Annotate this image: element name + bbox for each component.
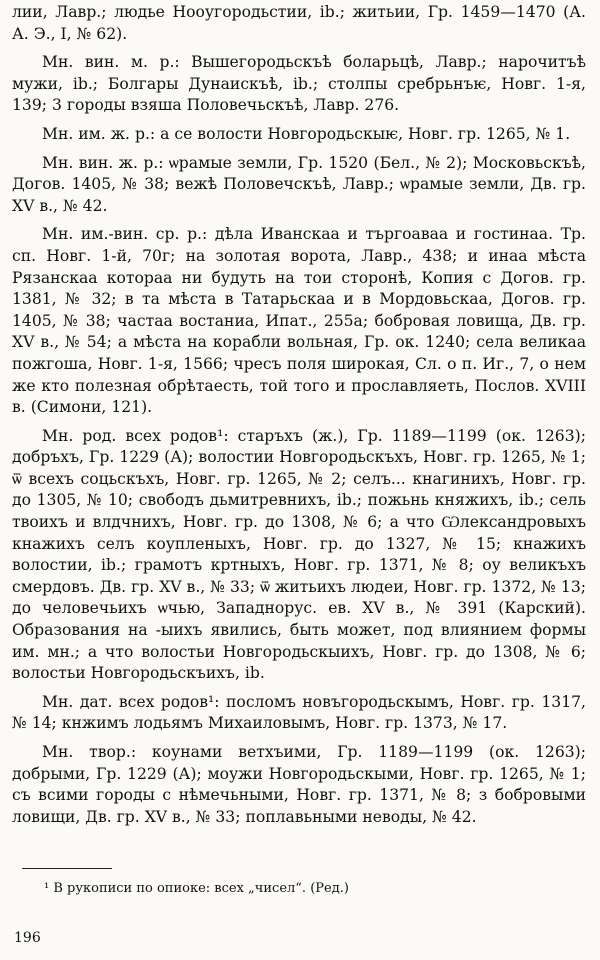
acc-masc-plural-paragraph: Мн. вин. м. р.: Вышегородьскъѣ боларьцѣ, Лавр.; нарочитъѣ мужи, ib.; Болгары Дунаискъѣ, ib.; столпы сребрьнъѥ, Новг. 1-я, 139; 3 городы взяша Половечьскъѣ, Лавр. 276. xyxy=(12,53,586,115)
nom-fem-plural-paragraph: Мн. им. ж. р.: а се волости Новгородьскыѥ, Новг. гр. 1265, № 1. xyxy=(42,124,571,143)
acc-fem-plural-paragraph: Мн. вин. ж. р.: ѡрамые земли, Гр. 1520 (Бел., № 2); Московьскъѣ, Догов. 1405, № 38; вежѣ Половечскъѣ, Лавр.; ѡрамые земли, Дв. гр. XV в., № 42. xyxy=(12,153,586,215)
gen-all-genders-paragraph: Мн. род. всех родов¹: старъхъ (ж.), Гр. 1189—1199 (ок. 1263); добръхъ, Гр. 1229 (А); волостии Новгородьскъхъ, Новг. гр. 1265, № 1; ѿ всехъ соцьскъхъ, Новг. гр. 1265, № 2; селъ... кнагинихъ, Новг. гр. до 1305, № 10; свободъ дьмитревнихъ, ib.; пожьнь княжихъ, ib.; сель твоихъ и влдчнихъ, Новг. гр. до 1308, № 6; а что Ѡлександровыхъ кнажихъ селъ коупленыхъ, Новг. гр. до 1327, № 15; кнажихъ волостии, ib.; грамотъ кртныхъ, Новг. гр. 1371, № 8; оу великъхъ смердовъ. Дв. гр. XV в., № 33; ѿ житьихъ людеи, Новг. гр. 1372, № 13; до человечьихъ ѡчью, Западнорус. ев. XV в., № 391 (Карский). Образования на -ыихъ явились, быть может, под влиянием формы им. мн.; а что волостьи Новгородьскыихъ, Новг. гр. до 1308, № 6; волостьи Новгородьскъихъ, ib. xyxy=(12,426,586,683)
continuation-paragraph: лии, Лавр.; людье Нооугородьстии, ib.; житьии, Гр. 1459—1470 (А. А. Э., I, № 62). xyxy=(12,3,586,43)
nom-acc-neut-plural-paragraph: Мн. им.-вин. ср. р.: дѣла Иванскаа и търгоаваа и гостинаа. Тр. сп. Новг. 1-й, 70г; на золотая ворота, Лавр., 438; и инаа мѣста Рязанскаа котораа ни будуть на тои сторонѣ, Копия с Догов. гр. 1381, № 32; в та мѣста в Татарьскаа и в Мордовьскаа, Догов. гр. 1405, № 38; частаа востаниа, Ипат., 255а; бобровая ловища, Дв. гр. XV в., № 54; а мѣста на корабли вольная, Гр. ок. 1240; села великаа пожгоша, Новг. 1-я, 1566; чресъ поля широкая, Сл. о п. Иг., 7, о нем же кто полезная обрѣтаесть, той того и прославляеть, Послов. XVIII в. (Симони, 121). xyxy=(12,225,586,417)
dat-all-genders-paragraph: Мн. дат. всех родов¹: посломъ новъгородьскымъ, Новг. гр. 1317, № 14; кнжимъ лодьямъ Михаиловымъ, Новг. гр. 1373, № 17. xyxy=(12,692,586,733)
footnote-divider xyxy=(22,868,112,869)
page-number: 196 xyxy=(14,930,41,946)
instr-plural-paragraph: Мн. твор.: коунами ветхъими, Гр. 1189—1199 (ок. 1263); добрыми, Гр. 1229 (А); моужи Новгородьскыми, Новг. гр. 1265, № 1; съ всими городы с нѣмечьными, Новг. гр. 1371, № 8; з бобровыми ловищи, Дв. гр. XV в., № 33; поплавьными неводы, № 42. xyxy=(12,743,586,826)
footnote: ¹ В рукописи по опиоке: всех „чисел“. (Ред.) xyxy=(44,881,349,896)
